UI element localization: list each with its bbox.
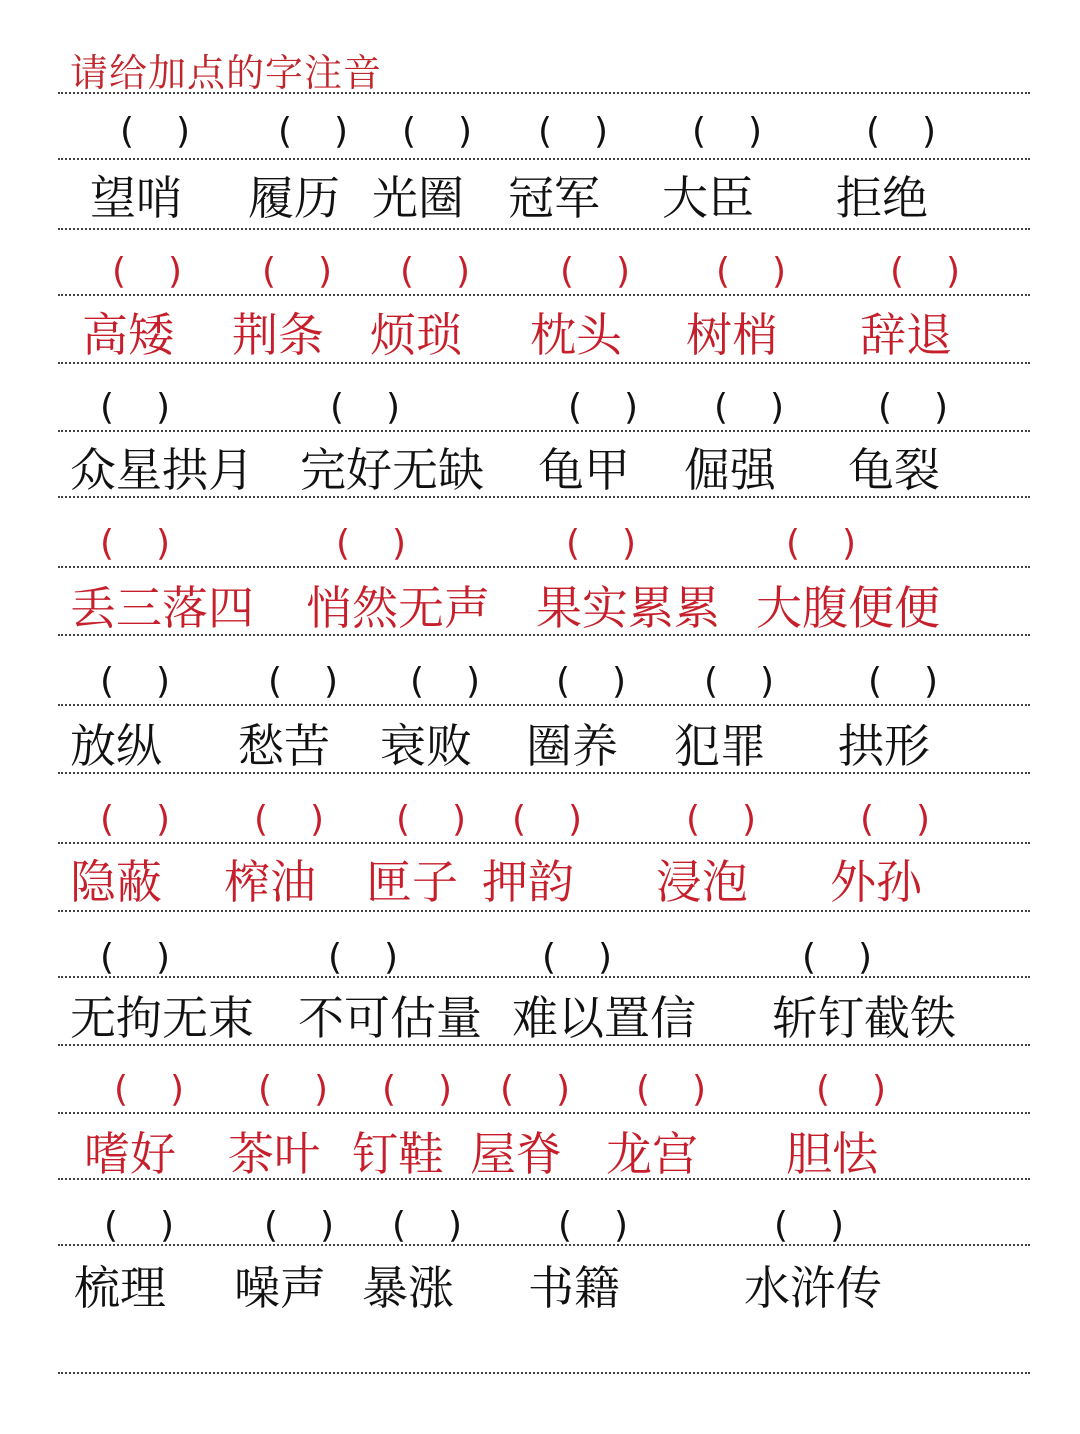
pinyin-answer-blank[interactable]: ( ) bbox=[558, 1205, 629, 1246]
vocab-word: 圈养 bbox=[526, 719, 618, 773]
vocab-word: 履历 bbox=[248, 171, 340, 225]
pinyin-answer-blank[interactable]: ( ) bbox=[402, 111, 473, 152]
vocab-word: 梳理 bbox=[74, 1261, 166, 1315]
vocab-word: 高矮 bbox=[82, 308, 174, 362]
vocab-word: 悄然无声 bbox=[306, 581, 490, 635]
vocab-word: 树梢 bbox=[686, 308, 778, 362]
vocab-word: 倔强 bbox=[684, 443, 776, 497]
dotted-rule bbox=[58, 430, 1030, 432]
pinyin-answer-blank[interactable]: ( ) bbox=[512, 799, 583, 840]
worksheet-title: 请给加点的字注音 bbox=[70, 51, 383, 95]
pinyin-answer-blank[interactable]: ( ) bbox=[100, 799, 171, 840]
pinyin-answer-blank[interactable]: ( ) bbox=[400, 251, 471, 292]
pinyin-answer-blank[interactable]: ( ) bbox=[774, 1205, 845, 1246]
pinyin-answer-blank[interactable]: ( ) bbox=[542, 937, 613, 978]
vocab-word: 水浒传 bbox=[744, 1261, 882, 1315]
vocab-word: 完好无缺 bbox=[300, 443, 484, 497]
vocab-word: 大腹便便 bbox=[756, 581, 940, 635]
pinyin-answer-blank[interactable]: ( ) bbox=[538, 111, 609, 152]
pinyin-answer-blank[interactable]: ( ) bbox=[868, 661, 939, 702]
pinyin-answer-blank[interactable]: ( ) bbox=[714, 387, 785, 428]
vocab-word: 斩钉截铁 bbox=[772, 991, 956, 1045]
pinyin-answer-blank[interactable]: ( ) bbox=[330, 387, 401, 428]
pinyin-answer-blank[interactable]: ( ) bbox=[264, 1205, 335, 1246]
vocab-word: 光圈 bbox=[372, 171, 464, 225]
pinyin-answer-blank[interactable]: ( ) bbox=[860, 799, 931, 840]
vocab-word: 暴涨 bbox=[362, 1261, 454, 1315]
vocab-word: 烦琐 bbox=[370, 308, 462, 362]
pinyin-answer-blank[interactable]: ( ) bbox=[396, 799, 467, 840]
vocab-word: 难以置信 bbox=[512, 991, 696, 1045]
pinyin-answer-blank[interactable]: ( ) bbox=[692, 111, 763, 152]
dotted-rule bbox=[58, 842, 1030, 844]
pinyin-answer-blank[interactable]: ( ) bbox=[560, 251, 631, 292]
vocab-word: 无拘无束 bbox=[70, 991, 254, 1045]
dotted-rule bbox=[58, 1372, 1030, 1374]
vocab-word: 嗜好 bbox=[84, 1127, 176, 1181]
pinyin-answer-blank[interactable]: ( ) bbox=[100, 523, 171, 564]
vocab-word: 犯罪 bbox=[674, 719, 766, 773]
vocab-word: 屋脊 bbox=[470, 1127, 562, 1181]
vocab-word: 匣子 bbox=[366, 855, 458, 909]
pinyin-answer-blank[interactable]: ( ) bbox=[636, 1069, 707, 1110]
pinyin-answer-blank[interactable]: ( ) bbox=[112, 251, 183, 292]
vocab-word: 钉鞋 bbox=[352, 1127, 444, 1181]
pinyin-answer-blank[interactable]: ( ) bbox=[328, 937, 399, 978]
vocab-word: 枕头 bbox=[530, 308, 622, 362]
vocab-word: 拱形 bbox=[838, 719, 930, 773]
pinyin-answer-blank[interactable]: ( ) bbox=[556, 661, 627, 702]
vocab-word: 丢三落四 bbox=[70, 581, 254, 635]
vocab-word: 愁苦 bbox=[238, 719, 330, 773]
vocab-word: 浸泡 bbox=[656, 855, 748, 909]
pinyin-answer-blank[interactable]: ( ) bbox=[566, 523, 637, 564]
pinyin-answer-blank[interactable]: ( ) bbox=[100, 937, 171, 978]
vocab-word: 隐蔽 bbox=[70, 855, 162, 909]
vocab-word: 果实累累 bbox=[536, 581, 720, 635]
dotted-rule bbox=[58, 228, 1030, 230]
vocab-word: 外孙 bbox=[830, 855, 922, 909]
dotted-rule bbox=[58, 1244, 1030, 1246]
vocab-word: 辞退 bbox=[860, 308, 952, 362]
pinyin-answer-blank[interactable]: ( ) bbox=[890, 251, 961, 292]
pinyin-answer-blank[interactable]: ( ) bbox=[336, 523, 407, 564]
vocab-word: 拒绝 bbox=[836, 171, 928, 225]
vocab-word: 龟甲 bbox=[538, 443, 630, 497]
vocab-word: 龟裂 bbox=[848, 443, 940, 497]
dotted-rule bbox=[58, 158, 1030, 160]
pinyin-answer-blank[interactable]: ( ) bbox=[120, 111, 191, 152]
dotted-rule bbox=[58, 92, 1030, 94]
vocab-word: 望哨 bbox=[90, 171, 182, 225]
pinyin-answer-blank[interactable]: ( ) bbox=[786, 523, 857, 564]
dotted-rule bbox=[58, 704, 1030, 706]
dotted-rule bbox=[58, 294, 1030, 296]
vocab-word: 胆怯 bbox=[786, 1127, 878, 1181]
vocab-word: 龙宫 bbox=[606, 1127, 698, 1181]
vocab-word: 冠军 bbox=[508, 171, 600, 225]
vocab-word: 押韵 bbox=[482, 855, 574, 909]
pinyin-answer-blank[interactable]: ( ) bbox=[802, 937, 873, 978]
pinyin-answer-blank[interactable]: ( ) bbox=[392, 1205, 463, 1246]
pinyin-answer-blank[interactable]: ( ) bbox=[100, 661, 171, 702]
vocab-word: 不可估量 bbox=[298, 991, 482, 1045]
vocab-word: 大臣 bbox=[662, 171, 754, 225]
pinyin-answer-blank[interactable]: ( ) bbox=[268, 661, 339, 702]
pinyin-answer-blank[interactable]: ( ) bbox=[104, 1205, 175, 1246]
pinyin-answer-blank[interactable]: ( ) bbox=[100, 387, 171, 428]
vocab-word: 衰败 bbox=[380, 719, 472, 773]
pinyin-answer-blank[interactable]: ( ) bbox=[262, 251, 333, 292]
vocab-word: 茶叶 bbox=[228, 1127, 320, 1181]
pinyin-answer-blank[interactable]: ( ) bbox=[258, 1069, 329, 1110]
pinyin-answer-blank[interactable]: ( ) bbox=[816, 1069, 887, 1110]
pinyin-answer-blank[interactable]: ( ) bbox=[716, 251, 787, 292]
pinyin-answer-blank[interactable]: ( ) bbox=[278, 111, 349, 152]
vocab-word: 放纵 bbox=[70, 719, 162, 773]
pinyin-answer-blank[interactable]: ( ) bbox=[686, 799, 757, 840]
pinyin-answer-blank[interactable]: ( ) bbox=[568, 387, 639, 428]
vocab-word: 书籍 bbox=[528, 1261, 620, 1315]
pinyin-answer-blank[interactable]: ( ) bbox=[704, 661, 775, 702]
dotted-rule bbox=[58, 566, 1030, 568]
vocab-word: 众星拱月 bbox=[70, 443, 254, 497]
pinyin-answer-blank[interactable]: ( ) bbox=[500, 1069, 571, 1110]
dotted-rule bbox=[58, 1112, 1030, 1114]
vocab-word: 荆条 bbox=[232, 308, 324, 362]
vocab-word: 噪声 bbox=[234, 1261, 326, 1315]
pinyin-answer-blank[interactable]: ( ) bbox=[866, 111, 937, 152]
pinyin-answer-blank[interactable]: ( ) bbox=[410, 661, 481, 702]
pinyin-answer-blank[interactable]: ( ) bbox=[114, 1069, 185, 1110]
vocab-word: 榨油 bbox=[224, 855, 316, 909]
pinyin-answer-blank[interactable]: ( ) bbox=[878, 387, 949, 428]
pinyin-answer-blank[interactable]: ( ) bbox=[382, 1069, 453, 1110]
pinyin-answer-blank[interactable]: ( ) bbox=[254, 799, 325, 840]
